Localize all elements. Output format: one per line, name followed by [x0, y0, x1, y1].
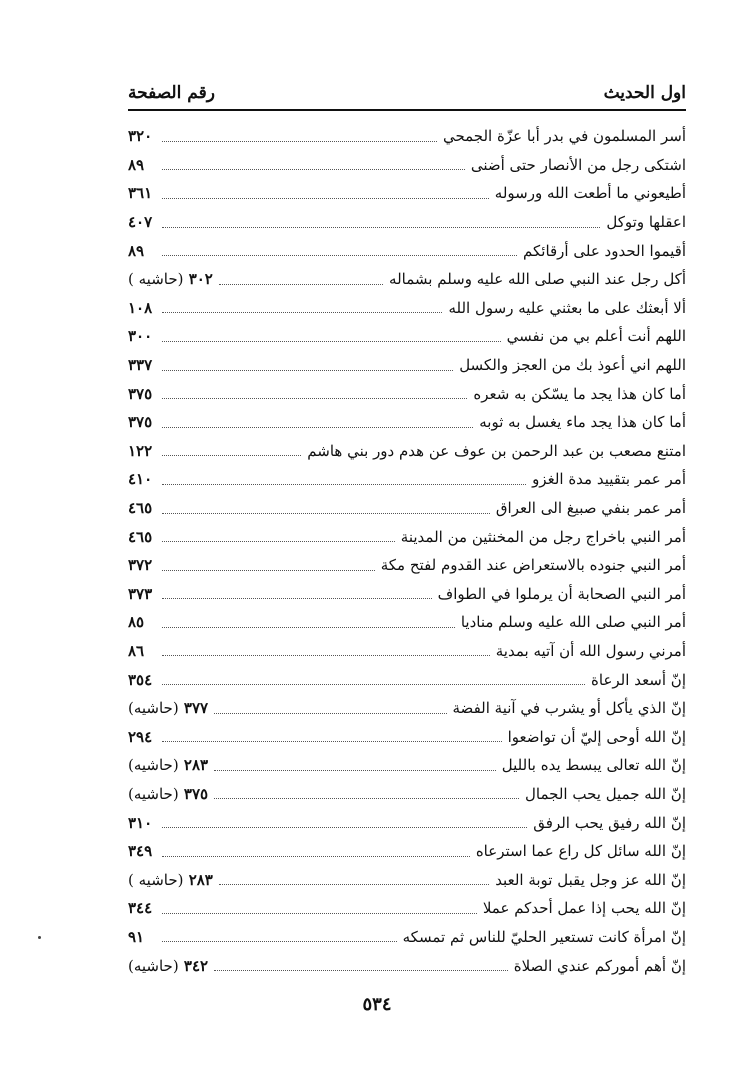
dot-leader [219, 284, 383, 285]
page-header [128, 79, 686, 107]
dot-leader [162, 341, 501, 342]
index-entry [128, 665, 686, 694]
entry-page-ref [128, 871, 213, 889]
page-number: ٥٣٤ [362, 994, 392, 1015]
entry-page-ref [128, 299, 156, 317]
entry-page-number: ٣٤٤ [128, 899, 153, 918]
index-entry [128, 151, 686, 180]
entry-page-number: ٢٩٤ [128, 727, 153, 746]
dot-leader [214, 770, 496, 771]
entry-page-number: ٣٧٥ [128, 384, 153, 403]
index-entry [128, 923, 686, 952]
entry-page-number: ٨٩ [128, 241, 145, 260]
entry-page-ref [128, 671, 156, 689]
entry-title: إنّ امرأة كانت تستعير الحليّ للناس ثم تمسكه [402, 927, 686, 946]
entry-footnote-marker: (حاشيه) [128, 784, 179, 803]
index-entry [128, 865, 686, 894]
entry-page-number: ٨٦ [128, 641, 145, 660]
entry-page-ref [128, 642, 156, 660]
entry-page-number: ٣٧٥ [128, 413, 153, 432]
entry-page-number: ٣٧٥ [183, 784, 209, 803]
entry-title: أما كان هذا يجد ما يسّكن به شعره [473, 384, 686, 403]
entry-page-number: ١٢٢ [128, 441, 153, 460]
entry-page-number: ٣٢٠ [128, 127, 153, 146]
dot-leader [162, 198, 489, 199]
index-entry [128, 351, 686, 380]
dot-leader [162, 598, 432, 599]
entry-page-ref [128, 699, 208, 717]
entry-footnote-marker: (حاشيه) [128, 756, 179, 775]
entry-title: أطيعوني ما أطعت الله ورسوله [494, 184, 686, 203]
dot-leader [162, 655, 490, 656]
entry-footnote-marker: (حاشيه) [128, 699, 179, 718]
index-entry [128, 465, 686, 494]
entry-page-ref [128, 127, 156, 145]
entry-title: أمرني رسول الله أن آتيه بمدية [495, 641, 686, 660]
entry-page-ref [128, 242, 156, 260]
dot-leader [162, 455, 301, 456]
index-entry [128, 408, 686, 437]
entry-page-ref [128, 356, 156, 374]
entry-title: اشتكى رجل من الأنصار حتى أضنى [470, 155, 686, 174]
entry-page-number: ٣٣٧ [128, 356, 153, 375]
entry-title: إنّ أهم أموركم عندي الصلاة [513, 956, 686, 975]
entry-title: أسر المسلمون في بدر أبا عزّة الجمحي [442, 127, 686, 146]
header-first-hadith: اول الحديث [603, 83, 686, 103]
dot-leader [162, 541, 395, 542]
dot-leader [162, 856, 470, 857]
entry-title: إنّ الله تعالى يبسط يده بالليل [501, 756, 686, 775]
dot-leader [219, 884, 489, 885]
entry-title: اللهم أنت أعلم بي من نفسي [506, 327, 686, 346]
dot-leader [214, 713, 446, 714]
entry-page-ref [128, 814, 156, 832]
entry-title: اعقلها وتوكل [606, 213, 686, 232]
entry-title: أما كان هذا يجد ماء يغسل به ثوبه [479, 413, 686, 432]
index-entries [128, 122, 686, 980]
entry-page-ref [128, 928, 156, 946]
entry-page-ref [128, 470, 156, 488]
entry-page-ref [128, 156, 156, 174]
entry-page-ref [128, 585, 156, 603]
entry-page-number: ٣٧٧ [183, 699, 209, 718]
index-entry [128, 322, 686, 351]
entry-page-ref [128, 184, 156, 202]
index-entry [128, 780, 686, 809]
entry-title: أمر النبي باخراج رجل من المخنثين من المدينة [400, 527, 686, 546]
entry-page-ref [128, 213, 156, 231]
entry-title: أمر النبي جنوده بالاستعراض عند القدوم لفتح مكة [380, 556, 686, 575]
entry-page-ref [128, 270, 213, 288]
index-entry [128, 294, 686, 323]
index-entry [128, 122, 686, 151]
dot-leader [162, 169, 465, 170]
entry-title: أمر النبي الصحابة أن يرملوا في الطواف [437, 584, 686, 603]
entry-page-number: ٣٦١ [128, 184, 153, 203]
dot-leader [162, 427, 473, 428]
header-page-number-label: رقم الصفحة [128, 83, 215, 103]
entry-footnote-marker: (حاشيه ) [128, 870, 184, 889]
entry-page-ref [128, 899, 156, 917]
dot-leader [214, 798, 519, 799]
entry-page-number: ١٠٨ [128, 298, 153, 317]
entry-page-number: ٣٧٢ [128, 556, 153, 575]
entry-title: أمر عمر بتقييد مدة الغزو [532, 470, 686, 489]
entry-title: إنّ أسعد الرعاة [591, 670, 686, 689]
entry-page-ref [128, 842, 156, 860]
dot-leader [162, 741, 502, 742]
index-entry [128, 637, 686, 666]
margin-mark [38, 936, 41, 939]
index-entry [128, 751, 686, 780]
entry-page-ref [128, 556, 156, 574]
entry-footnote-marker: (حاشيه) [128, 956, 179, 975]
header-rule [128, 109, 686, 111]
dot-leader [162, 255, 517, 256]
entry-title: اللهم اني أعوذ بك من العجز والكسل [459, 356, 686, 375]
entry-page-ref [128, 413, 156, 431]
dot-leader [162, 941, 397, 942]
dot-leader [162, 141, 437, 142]
entry-page-number: ٤٦٥ [128, 499, 153, 518]
entry-title: أقيموا الحدود على أرقائكم [523, 241, 686, 260]
entry-title: أكل رجل عند النبي صلى الله عليه وسلم بشماله [389, 270, 686, 289]
index-entry [128, 494, 686, 523]
entry-page-ref [128, 528, 156, 546]
index-entry [128, 265, 686, 294]
entry-page-number: ٤٠٧ [128, 213, 153, 232]
dot-leader [162, 627, 455, 628]
entry-title: إنّ الله عز وجل يقبل توبة العبد [495, 870, 686, 889]
dot-leader [162, 513, 490, 514]
entry-title: إنّ الله يحب إذا عمل أحدكم عملا [482, 899, 686, 918]
entry-page-ref [128, 442, 156, 460]
entry-title: امتنع مصعب بن عبد الرحمن بن عوف عن هدم دور بني هاشم [307, 441, 686, 460]
entry-page-number: ٣٤٢ [183, 956, 209, 975]
entry-page-number: ٣٧٣ [128, 584, 153, 603]
entry-title: إنّ الله رفيق يحب الرفق [533, 813, 686, 832]
dot-leader [162, 370, 453, 371]
index-entry [128, 437, 686, 466]
dot-leader [162, 570, 375, 571]
entry-page-ref [128, 327, 156, 345]
index-entry [128, 608, 686, 637]
index-entry [128, 379, 686, 408]
index-entry [128, 179, 686, 208]
entry-page-number: ٨٥ [128, 613, 145, 632]
index-entry [128, 894, 686, 923]
entry-page-ref [128, 385, 156, 403]
index-entry [128, 694, 686, 723]
dot-leader [162, 227, 600, 228]
entry-page-number: ٢٨٣ [188, 870, 213, 889]
entry-title: أمر النبي صلى الله عليه وسلم مناديا [460, 613, 686, 632]
index-entry [128, 837, 686, 866]
index-entry [128, 208, 686, 237]
entry-page-number: ٤١٠ [128, 470, 153, 489]
index-entry [128, 236, 686, 265]
entry-title: أمر عمر بنفي صبيغ الى العراق [495, 499, 686, 518]
dot-leader [214, 970, 508, 971]
index-entry [128, 551, 686, 580]
entry-page-ref [128, 957, 208, 975]
entry-page-number: ٢٨٣ [183, 756, 209, 775]
entry-page-number: ٣٠٢ [188, 270, 213, 289]
entry-page-number: ٩١ [128, 927, 145, 946]
entry-page-number: ٣٠٠ [128, 327, 153, 346]
entry-page-ref [128, 499, 156, 517]
dot-leader [162, 684, 585, 685]
index-entry [128, 580, 686, 609]
index-entry [128, 951, 686, 980]
index-entry [128, 522, 686, 551]
entry-title: ألا أبعثك على ما بعثني عليه رسول الله [448, 298, 686, 317]
dot-leader [162, 913, 477, 914]
dot-leader [162, 312, 442, 313]
entry-page-number: ٣١٠ [128, 813, 153, 832]
entry-title: إنّ الله سائل كل راع عما استرعاه [475, 842, 686, 861]
entry-page-ref [128, 728, 156, 746]
dot-leader [162, 398, 467, 399]
entry-page-ref [128, 613, 156, 631]
entry-page-number: ٣٤٩ [128, 842, 153, 861]
entry-page-number: ٤٦٥ [128, 527, 153, 546]
entry-page-number: ٨٩ [128, 155, 145, 174]
entry-footnote-marker: (حاشيه ) [128, 270, 184, 289]
entry-title: إنّ الذي يأكل أو يشرب في آنية الفضة [452, 699, 686, 718]
dot-leader [162, 827, 527, 828]
entry-page-ref [128, 785, 208, 803]
entry-page-number: ٣٥٤ [128, 670, 153, 689]
dot-leader [162, 484, 526, 485]
entry-title: إنّ الله جميل يحب الجمال [525, 784, 686, 803]
index-entry [128, 808, 686, 837]
entry-title: إنّ الله أوحى إليّ أن تواضعوا [507, 727, 686, 746]
entry-page-ref [128, 756, 208, 774]
index-entry [128, 722, 686, 751]
